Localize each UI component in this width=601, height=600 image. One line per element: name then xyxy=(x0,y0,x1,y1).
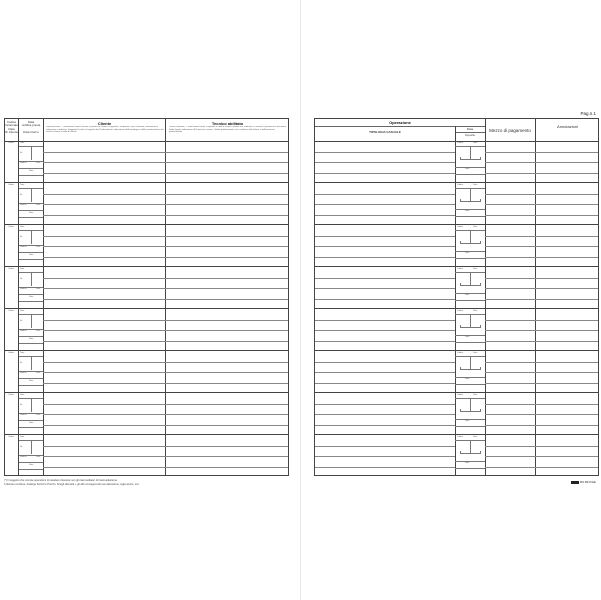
mini-line xyxy=(455,293,485,294)
mini-line xyxy=(19,462,43,463)
mini-label: Ritorno xyxy=(20,456,27,458)
mini-tick xyxy=(460,451,461,454)
mini-tick xyxy=(31,146,32,160)
entry-line xyxy=(315,204,455,205)
mini-line xyxy=(19,259,43,260)
entry-line xyxy=(485,278,598,279)
mini-label: Data xyxy=(29,212,34,214)
client-entry-block xyxy=(5,183,288,225)
mini-label: Codice xyxy=(8,184,15,186)
header-tipologia-label: TIPOLOGIA CASUALE xyxy=(369,130,401,134)
mini-label: Nr. xyxy=(20,446,23,448)
mini-line xyxy=(455,216,485,217)
header-operazione-title: Operazione xyxy=(389,120,411,125)
entry-line xyxy=(315,414,455,415)
mini-label: Data xyxy=(473,394,478,396)
mini-label: Codice xyxy=(457,142,464,144)
entry-line xyxy=(315,288,455,289)
mini-label: Codice xyxy=(8,310,15,312)
header-incaricato-label: Incaricato xyxy=(5,123,19,128)
client-entry-block xyxy=(5,435,288,477)
entry-line xyxy=(485,330,598,331)
mini-label: Ritorno xyxy=(20,246,27,248)
header-tecnico-description: Tecnico abilitato — Indicazione nome, cognome e codice fiscale e partita iva. Indirizzo e Comune e provincia di iscrizione. Sede legale: indicazione di Provincia e nome. Ordine professionale: via e indirizzo del titolare e dell'incaricato professionale. xyxy=(169,126,287,134)
entry-line xyxy=(315,341,455,342)
mini-label: Data xyxy=(29,254,34,256)
header-cliente-description: Cliente privato — Indicazione codice fiscale e partita iva, nome e cognome, via/piazza, cap e comune; riferimento di attivazione e indirizzo. Soggetto Iscritto nel registro dei Professionisti: indicazione della tipologia e delle caratteristiche dei servizi richiesti a titolo di cliente. xyxy=(46,126,164,134)
mini-label: Ritorno xyxy=(20,414,27,416)
mini-tick xyxy=(31,230,32,244)
mini-tick xyxy=(460,199,461,202)
header-cliente-title: Cliente xyxy=(97,121,112,126)
mini-tick xyxy=(31,398,32,412)
mini-line xyxy=(19,378,43,379)
operation-entry-block xyxy=(315,267,598,309)
mini-tick xyxy=(480,409,481,412)
entry-line xyxy=(485,215,598,216)
entry-line xyxy=(485,299,598,300)
mini-label: Data xyxy=(465,294,470,296)
mini-line xyxy=(19,252,43,253)
mini-line xyxy=(455,426,485,427)
mini-tick xyxy=(31,314,32,328)
entry-line xyxy=(43,362,288,363)
mini-label: Ritorno xyxy=(20,162,27,164)
header-notifica-label: notifica previa xyxy=(21,123,41,128)
entry-line xyxy=(315,467,455,468)
mini-label: Data xyxy=(36,456,41,458)
mini-label: Ritorno xyxy=(20,330,27,332)
mini-label: Data xyxy=(465,420,470,422)
mini-tick xyxy=(470,272,471,286)
entry-line xyxy=(315,456,455,457)
client-entry-block xyxy=(5,393,288,435)
mini-tick xyxy=(460,283,461,286)
footnote-2: Il decreto contiene: Analogo Servizi e Prezzo, Scegli clientela + gli altri consegna del suo attivazione, sigla anche, ecc. xyxy=(4,483,140,486)
mini-tick xyxy=(460,367,461,370)
mini-tick xyxy=(480,241,481,244)
mini-line xyxy=(19,469,43,470)
operazione-underline xyxy=(315,126,485,127)
mini-label: Nr. xyxy=(20,404,23,406)
mini-line xyxy=(19,217,43,218)
entry-line xyxy=(43,299,288,300)
mini-label: Data xyxy=(473,436,478,438)
form-code-text: RO 8217ddu xyxy=(580,480,596,484)
mini-label: Data xyxy=(465,252,470,254)
mini-tick xyxy=(480,367,481,370)
operation-entry-block xyxy=(315,309,598,351)
mini-tick xyxy=(480,325,481,328)
entry-line xyxy=(43,446,288,447)
entry-line xyxy=(43,288,288,289)
mini-label: Codice xyxy=(457,436,464,438)
entry-line xyxy=(315,278,455,279)
entry-line xyxy=(485,173,598,174)
mini-tick xyxy=(460,325,461,328)
mini-label: Codice xyxy=(8,436,15,438)
mini-tick xyxy=(480,199,481,202)
entry-line xyxy=(43,383,288,384)
mini-line xyxy=(455,209,485,210)
mini-line xyxy=(455,300,485,301)
entry-line xyxy=(315,425,455,426)
header-annotazioni-label: Annotazioni xyxy=(557,124,578,129)
entry-line xyxy=(43,341,288,342)
entry-line xyxy=(485,162,598,163)
client-entry-block xyxy=(5,267,288,309)
mini-label: Codice xyxy=(8,394,15,396)
mini-label: Nr. xyxy=(20,236,23,238)
mini-line xyxy=(455,377,485,378)
mini-label: Data xyxy=(20,310,25,312)
mini-line xyxy=(19,343,43,344)
mini-line xyxy=(455,167,485,168)
mini-label: Data xyxy=(20,268,25,270)
entry-line xyxy=(315,330,455,331)
mini-label: Data xyxy=(465,378,470,380)
entry-line xyxy=(485,246,598,247)
entry-line xyxy=(485,362,598,363)
mini-label: Data xyxy=(473,268,478,270)
mini-label: Nr. xyxy=(20,320,23,322)
operation-entry-block xyxy=(315,141,598,183)
mini-label: Data xyxy=(36,288,41,290)
mini-line xyxy=(455,335,485,336)
mini-label: Codice xyxy=(8,268,15,270)
mini-label: Data xyxy=(20,436,25,438)
entry-line xyxy=(315,404,455,405)
entry-line xyxy=(43,320,288,321)
left-rows xyxy=(5,141,288,475)
mini-line xyxy=(460,369,480,370)
mini-label: Data xyxy=(29,296,34,298)
mini-tick xyxy=(31,356,32,370)
mini-label: Data xyxy=(36,162,41,164)
header-data2-label: Data xyxy=(27,120,35,124)
mini-label: Data xyxy=(465,168,470,170)
mini-line xyxy=(460,201,480,202)
header-importo-label: Importo xyxy=(464,133,476,137)
mini-line xyxy=(19,420,43,421)
entry-line xyxy=(43,404,288,405)
mini-label: Data xyxy=(473,352,478,354)
mini-label: Codice xyxy=(457,226,464,228)
left-page xyxy=(0,0,300,600)
mini-label: Codice xyxy=(457,268,464,270)
entry-line xyxy=(43,236,288,237)
mini-tick xyxy=(460,157,461,160)
mini-label: Nr. xyxy=(20,152,23,154)
entry-line xyxy=(315,372,455,373)
mini-line xyxy=(455,419,485,420)
entry-line xyxy=(485,372,598,373)
entry-line xyxy=(315,194,455,195)
operation-entry-block xyxy=(315,435,598,477)
entry-line xyxy=(315,152,455,153)
header-data-label: Data xyxy=(8,126,15,131)
entry-line xyxy=(485,404,598,405)
entry-line xyxy=(43,152,288,153)
mini-label: Data xyxy=(36,372,41,374)
mini-label: Data xyxy=(29,170,34,172)
mini-line xyxy=(460,327,480,328)
operations-table xyxy=(314,118,599,476)
form-code xyxy=(571,480,596,484)
entry-line xyxy=(43,162,288,163)
entry-line xyxy=(485,341,598,342)
mini-tick xyxy=(460,241,461,244)
entry-line xyxy=(485,194,598,195)
mini-label: Data xyxy=(473,142,478,144)
entry-line xyxy=(315,173,455,174)
header-codice-column xyxy=(5,121,18,135)
entry-line xyxy=(485,152,598,153)
mini-line xyxy=(19,385,43,386)
mini-tick xyxy=(31,272,32,286)
mini-label: Data xyxy=(36,414,41,416)
mini-line xyxy=(455,384,485,385)
mini-label: Data xyxy=(465,462,470,464)
operation-entry-block xyxy=(315,183,598,225)
entry-line xyxy=(485,383,598,384)
mini-label: Codice xyxy=(457,184,464,186)
header-data-ritorno-label: Data ritorno xyxy=(23,129,39,134)
mini-label: Data xyxy=(20,226,25,228)
entry-line xyxy=(43,194,288,195)
header-mezzo-pagamento-label: Mezzo di pagamento xyxy=(489,128,531,133)
entry-line xyxy=(315,257,455,258)
header-codice-label: Codice xyxy=(6,120,17,124)
entry-line xyxy=(43,467,288,468)
mini-line xyxy=(460,243,480,244)
mini-label: Nr. xyxy=(20,278,23,280)
mini-label: Data xyxy=(29,464,34,466)
mini-tick xyxy=(31,188,32,202)
entry-line xyxy=(315,383,455,384)
entry-line xyxy=(485,425,598,426)
mini-label: Nr. xyxy=(20,194,23,196)
right-table-header xyxy=(315,119,598,142)
right-rows xyxy=(315,141,598,475)
mini-tick xyxy=(470,188,471,202)
mini-label: Codice xyxy=(8,142,15,144)
entry-line xyxy=(43,456,288,457)
mini-label: Nr. xyxy=(20,362,23,364)
mini-label: Ritorno xyxy=(20,372,27,374)
mini-line xyxy=(460,411,480,412)
right-page xyxy=(301,0,601,600)
mini-line xyxy=(455,251,485,252)
entry-line xyxy=(485,320,598,321)
mini-label: Data xyxy=(465,336,470,338)
mini-line xyxy=(455,342,485,343)
mini-label: Data xyxy=(473,226,478,228)
mini-label: Codice xyxy=(457,352,464,354)
mini-tick xyxy=(470,230,471,244)
entry-line xyxy=(485,456,598,457)
mini-label: Data xyxy=(36,204,41,206)
mini-label: Codice xyxy=(457,394,464,396)
entry-line xyxy=(315,215,455,216)
mini-label: Codice xyxy=(8,226,15,228)
entry-line xyxy=(485,414,598,415)
entry-line xyxy=(43,330,288,331)
mini-label: Data xyxy=(29,338,34,340)
mini-tick xyxy=(480,283,481,286)
header-data-label: Data xyxy=(466,127,474,131)
mini-line xyxy=(19,427,43,428)
left-table-header xyxy=(5,119,288,142)
mini-label: Data xyxy=(20,142,25,144)
mini-label: Codice xyxy=(457,310,464,312)
mini-tick xyxy=(470,146,471,160)
client-entry-block xyxy=(5,225,288,267)
entry-line xyxy=(43,246,288,247)
entry-line xyxy=(485,446,598,447)
mini-label: Data xyxy=(473,184,478,186)
mini-label: Data xyxy=(36,330,41,332)
mini-line xyxy=(455,174,485,175)
mini-label: Data xyxy=(20,184,25,186)
mini-tick xyxy=(470,356,471,370)
mini-line xyxy=(460,285,480,286)
entry-line xyxy=(315,246,455,247)
entry-line xyxy=(43,204,288,205)
entry-line xyxy=(315,162,455,163)
mini-line xyxy=(19,336,43,337)
mini-tick xyxy=(460,409,461,412)
mini-label: Data xyxy=(36,246,41,248)
mini-line xyxy=(19,210,43,211)
mini-tick xyxy=(31,440,32,454)
mini-tick xyxy=(470,398,471,412)
entry-line xyxy=(43,372,288,373)
entry-line xyxy=(43,425,288,426)
mini-label: Data xyxy=(29,380,34,382)
header-data-notifica-column xyxy=(19,121,43,134)
entry-line xyxy=(43,215,288,216)
client-register-table xyxy=(4,118,289,476)
operation-entry-block xyxy=(315,393,598,435)
mini-line xyxy=(19,301,43,302)
footnote-1: (*) Il soggetto che compie operazioni di carattere rilevante non gli intermediatori di intermediazione. xyxy=(4,479,118,482)
mini-tick xyxy=(480,451,481,454)
entry-line xyxy=(43,257,288,258)
mini-label: Ritorno xyxy=(20,288,27,290)
page-number: Pag.n.1 xyxy=(580,111,596,116)
client-entry-block xyxy=(5,351,288,393)
entry-line xyxy=(43,278,288,279)
entry-line xyxy=(485,288,598,289)
mini-tick xyxy=(470,440,471,454)
mini-tick xyxy=(480,157,481,160)
mini-line xyxy=(19,175,43,176)
entry-line xyxy=(315,236,455,237)
entry-line xyxy=(43,173,288,174)
entry-line xyxy=(485,257,598,258)
entry-line xyxy=(315,299,455,300)
operation-entry-block xyxy=(315,351,598,393)
mini-line xyxy=(455,461,485,462)
entry-line xyxy=(485,204,598,205)
mini-label: Data xyxy=(29,422,34,424)
header-nr-cliente-label: Nr.Cliente xyxy=(5,130,19,135)
mini-label: Data xyxy=(20,352,25,354)
client-entry-block xyxy=(5,309,288,351)
brand-logo-icon xyxy=(571,481,579,484)
entry-line xyxy=(485,467,598,468)
mini-label: Data xyxy=(465,210,470,212)
client-entry-block xyxy=(5,141,288,183)
mini-tick xyxy=(470,314,471,328)
mini-line xyxy=(460,453,480,454)
operation-entry-block xyxy=(315,225,598,267)
mini-line xyxy=(455,468,485,469)
header-tecnico-title: Tecnico abilitato xyxy=(211,121,244,126)
entry-line xyxy=(485,236,598,237)
entry-line xyxy=(315,320,455,321)
mini-label: Data xyxy=(473,310,478,312)
mini-line xyxy=(460,159,480,160)
entry-line xyxy=(315,362,455,363)
entry-line xyxy=(315,446,455,447)
mini-label: Data xyxy=(20,394,25,396)
mini-line xyxy=(19,294,43,295)
mini-line xyxy=(19,168,43,169)
mini-line xyxy=(455,258,485,259)
mini-label: Ritorno xyxy=(20,204,27,206)
entry-line xyxy=(43,414,288,415)
mini-label: Codice xyxy=(8,352,15,354)
